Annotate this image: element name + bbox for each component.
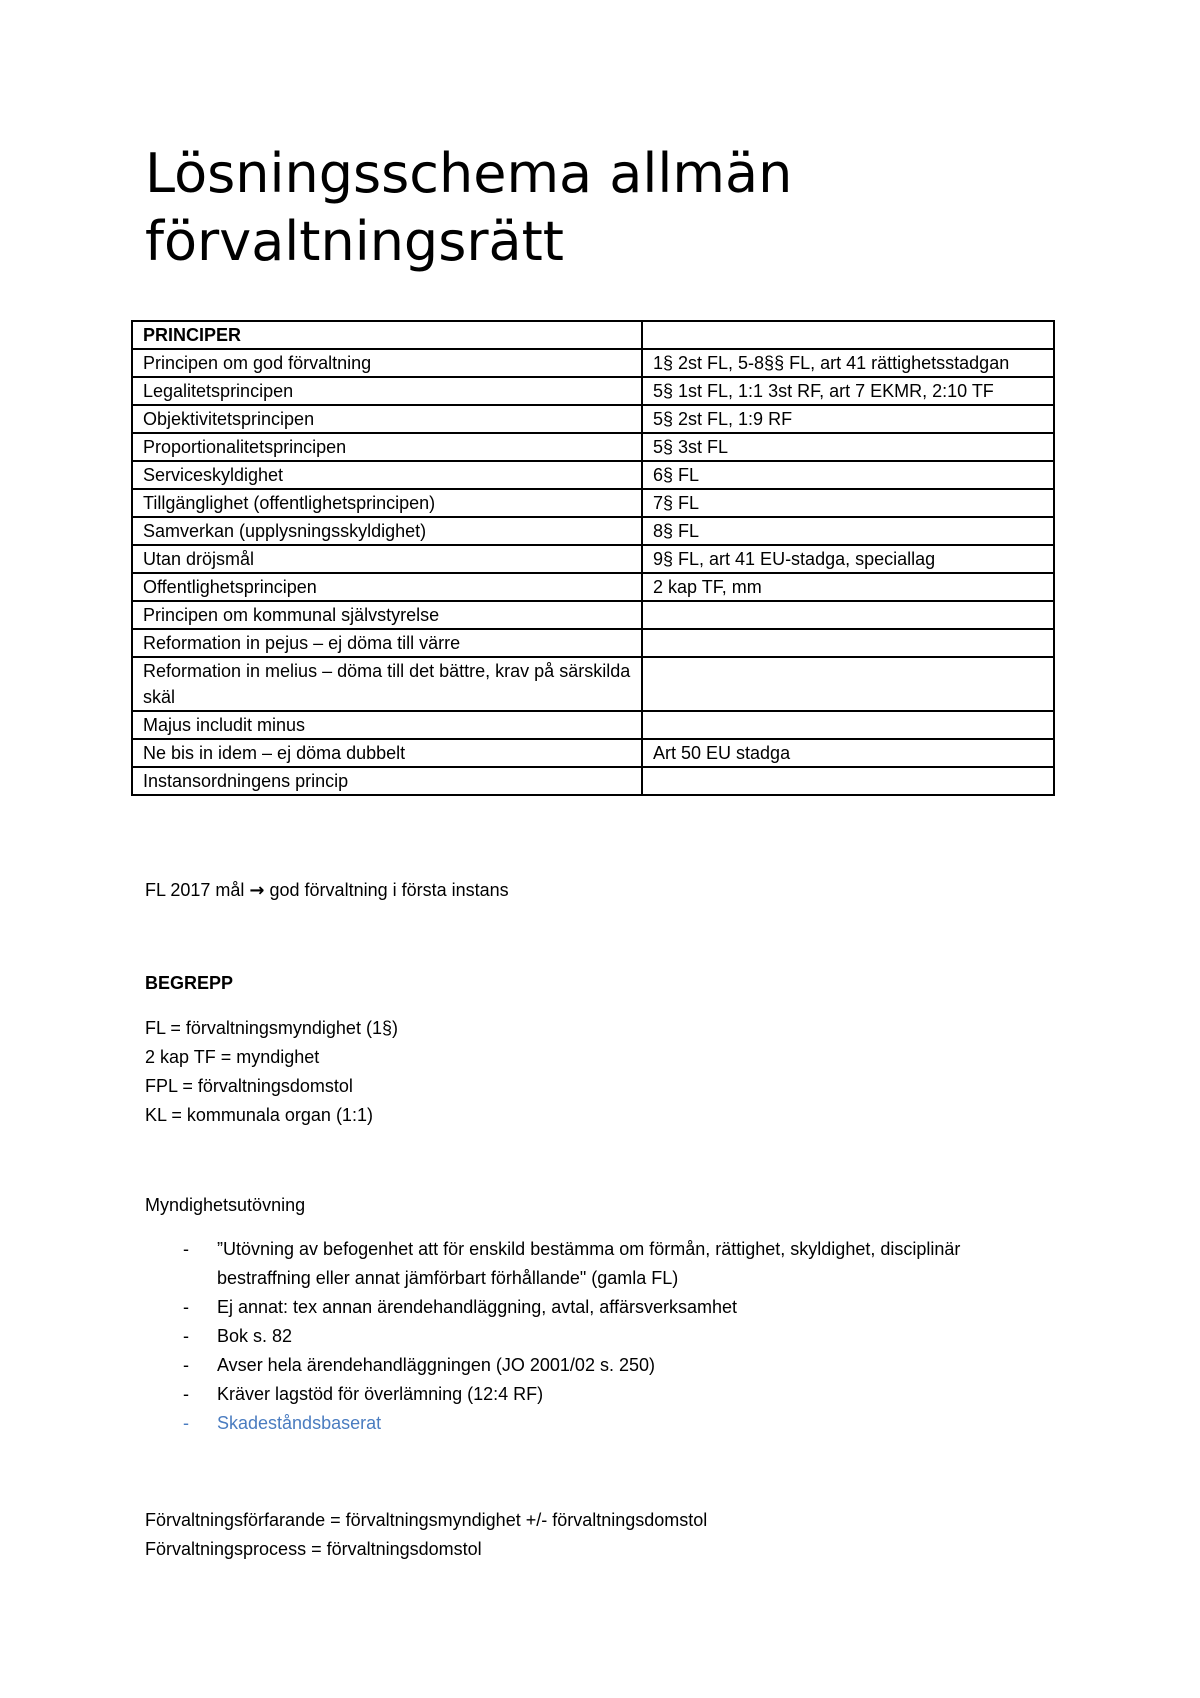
myndighetsutovning-list bbox=[145, 1235, 1045, 1438]
table-row bbox=[132, 433, 1054, 461]
table-row bbox=[132, 489, 1054, 517]
list-item-text: Kräver lagstöd för överlämning (12:4 RF) bbox=[217, 1384, 544, 1404]
begrepp-line: 2 kap TF = myndighet bbox=[145, 1047, 320, 1067]
table-row bbox=[132, 629, 1054, 657]
table-row bbox=[132, 545, 1054, 573]
table-row bbox=[132, 657, 1054, 711]
fl-goal-before: FL 2017 mål bbox=[145, 880, 245, 900]
principle-reference-cell bbox=[642, 711, 1054, 739]
table-header-row bbox=[132, 321, 1054, 349]
principle-reference-cell: 5§ 3st FL bbox=[642, 433, 1054, 461]
principle-reference-cell: 6§ FL bbox=[642, 461, 1054, 489]
list-item bbox=[145, 1293, 1045, 1322]
principle-reference-cell bbox=[642, 767, 1054, 795]
list-item bbox=[145, 1322, 1045, 1351]
principle-name-cell: Principen om kommunal självstyrelse bbox=[132, 601, 642, 629]
principle-reference-cell bbox=[642, 657, 1054, 711]
list-item-text: ”Utövning av befogenhet att för enskild bestämma om förmån, rättighet, skyldighet, disciplinär bestraffning eller annat jämförbart förhållande" (gamla FL) bbox=[217, 1239, 961, 1288]
table-row bbox=[132, 573, 1054, 601]
principle-name-cell: Reformation in pejus – ej döma till värre bbox=[132, 629, 642, 657]
principle-name-cell: Serviceskyldighet bbox=[132, 461, 642, 489]
skadestand-link[interactable]: Skadeståndsbaserat bbox=[217, 1413, 382, 1433]
principle-name-cell: Proportionalitetsprincipen bbox=[132, 433, 642, 461]
dash-bullet: - bbox=[183, 1239, 189, 1259]
principles-table bbox=[131, 320, 1055, 796]
list-item bbox=[145, 1351, 1045, 1380]
dash-bullet: - bbox=[183, 1355, 189, 1375]
principle-name-cell: Majus includit minus bbox=[132, 711, 642, 739]
principle-name-cell: Legalitetsprincipen bbox=[132, 377, 642, 405]
principle-name-cell: Principen om god förvaltning bbox=[132, 349, 642, 377]
myndighetsutovning-heading: Myndighetsutövning bbox=[145, 1195, 306, 1215]
principle-reference-cell: 5§ 1st FL, 1:1 3st RF, art 7 EKMR, 2:10 TF bbox=[642, 377, 1054, 405]
table-row bbox=[132, 517, 1054, 545]
table-row bbox=[132, 405, 1054, 433]
principle-reference-cell bbox=[642, 629, 1054, 657]
definition-line: Förvaltningsprocess = förvaltningsdomstol bbox=[145, 1539, 482, 1559]
table-row bbox=[132, 767, 1054, 795]
definition-line: Förvaltningsförfarande = förvaltningsmyndighet +/- förvaltningsdomstol bbox=[145, 1510, 708, 1530]
principle-reference-cell: 9§ FL, art 41 EU-stadga, speciallag bbox=[642, 545, 1054, 573]
table-row bbox=[132, 349, 1054, 377]
dash-bullet: - bbox=[183, 1297, 189, 1317]
table-row bbox=[132, 711, 1054, 739]
dash-bullet: - bbox=[183, 1413, 189, 1433]
principle-reference-cell: 1§ 2st FL, 5-8§§ FL, art 41 rättighetsstadgan bbox=[642, 349, 1054, 377]
dash-bullet: - bbox=[183, 1384, 189, 1404]
table-row bbox=[132, 377, 1054, 405]
principle-name-cell: Ne bis in idem – ej döma dubbelt bbox=[132, 739, 642, 767]
principle-name-cell: Reformation in melius – döma till det bättre, krav på särskilda skäl bbox=[132, 657, 642, 711]
list-item-text: Avser hela ärendehandläggningen (JO 2001/02 s. 250) bbox=[217, 1355, 655, 1375]
dash-bullet: - bbox=[183, 1326, 189, 1346]
document-title: Lösningsschema allmän förvaltningsrätt bbox=[145, 142, 793, 273]
principle-name-cell: Tillgänglighet (offentlighetsprincipen) bbox=[132, 489, 642, 517]
fl-goal-after: god förvaltning i första instans bbox=[269, 880, 509, 900]
table-row bbox=[132, 601, 1054, 629]
principle-reference-cell: 2 kap TF, mm bbox=[642, 573, 1054, 601]
list-item bbox=[145, 1409, 1045, 1438]
principle-reference-cell bbox=[642, 601, 1054, 629]
fl-goal-line bbox=[145, 876, 509, 905]
begrepp-heading: BEGREPP bbox=[145, 973, 234, 993]
list-item bbox=[145, 1235, 997, 1293]
principle-name-cell: Offentlighetsprincipen bbox=[132, 573, 642, 601]
principle-reference-cell: 8§ FL bbox=[642, 517, 1054, 545]
principle-name-cell: Objektivitetsprincipen bbox=[132, 405, 642, 433]
principle-name-cell: Utan dröjsmål bbox=[132, 545, 642, 573]
table-row bbox=[132, 739, 1054, 767]
principle-name-cell: Instansordningens princip bbox=[132, 767, 642, 795]
list-item-text: Bok s. 82 bbox=[217, 1326, 293, 1346]
begrepp-line: FPL = förvaltningsdomstol bbox=[145, 1076, 353, 1096]
right-arrow-icon: → bbox=[249, 880, 265, 901]
principle-reference-cell: Art 50 EU stadga bbox=[642, 739, 1054, 767]
table-row bbox=[132, 461, 1054, 489]
table-header-cell: PRINCIPER bbox=[132, 321, 642, 349]
table-header-cell bbox=[642, 321, 1054, 349]
principle-reference-cell: 5§ 2st FL, 1:9 RF bbox=[642, 405, 1054, 433]
list-item bbox=[145, 1380, 1045, 1409]
list-item-text: Ej annat: tex annan ärendehandläggning, avtal, affärsverksamhet bbox=[217, 1297, 738, 1317]
principle-name-cell: Samverkan (upplysningsskyldighet) bbox=[132, 517, 642, 545]
begrepp-line: FL = förvaltningsmyndighet (1§) bbox=[145, 1018, 398, 1038]
principle-reference-cell: 7§ FL bbox=[642, 489, 1054, 517]
begrepp-line: KL = kommunala organ (1:1) bbox=[145, 1105, 373, 1125]
